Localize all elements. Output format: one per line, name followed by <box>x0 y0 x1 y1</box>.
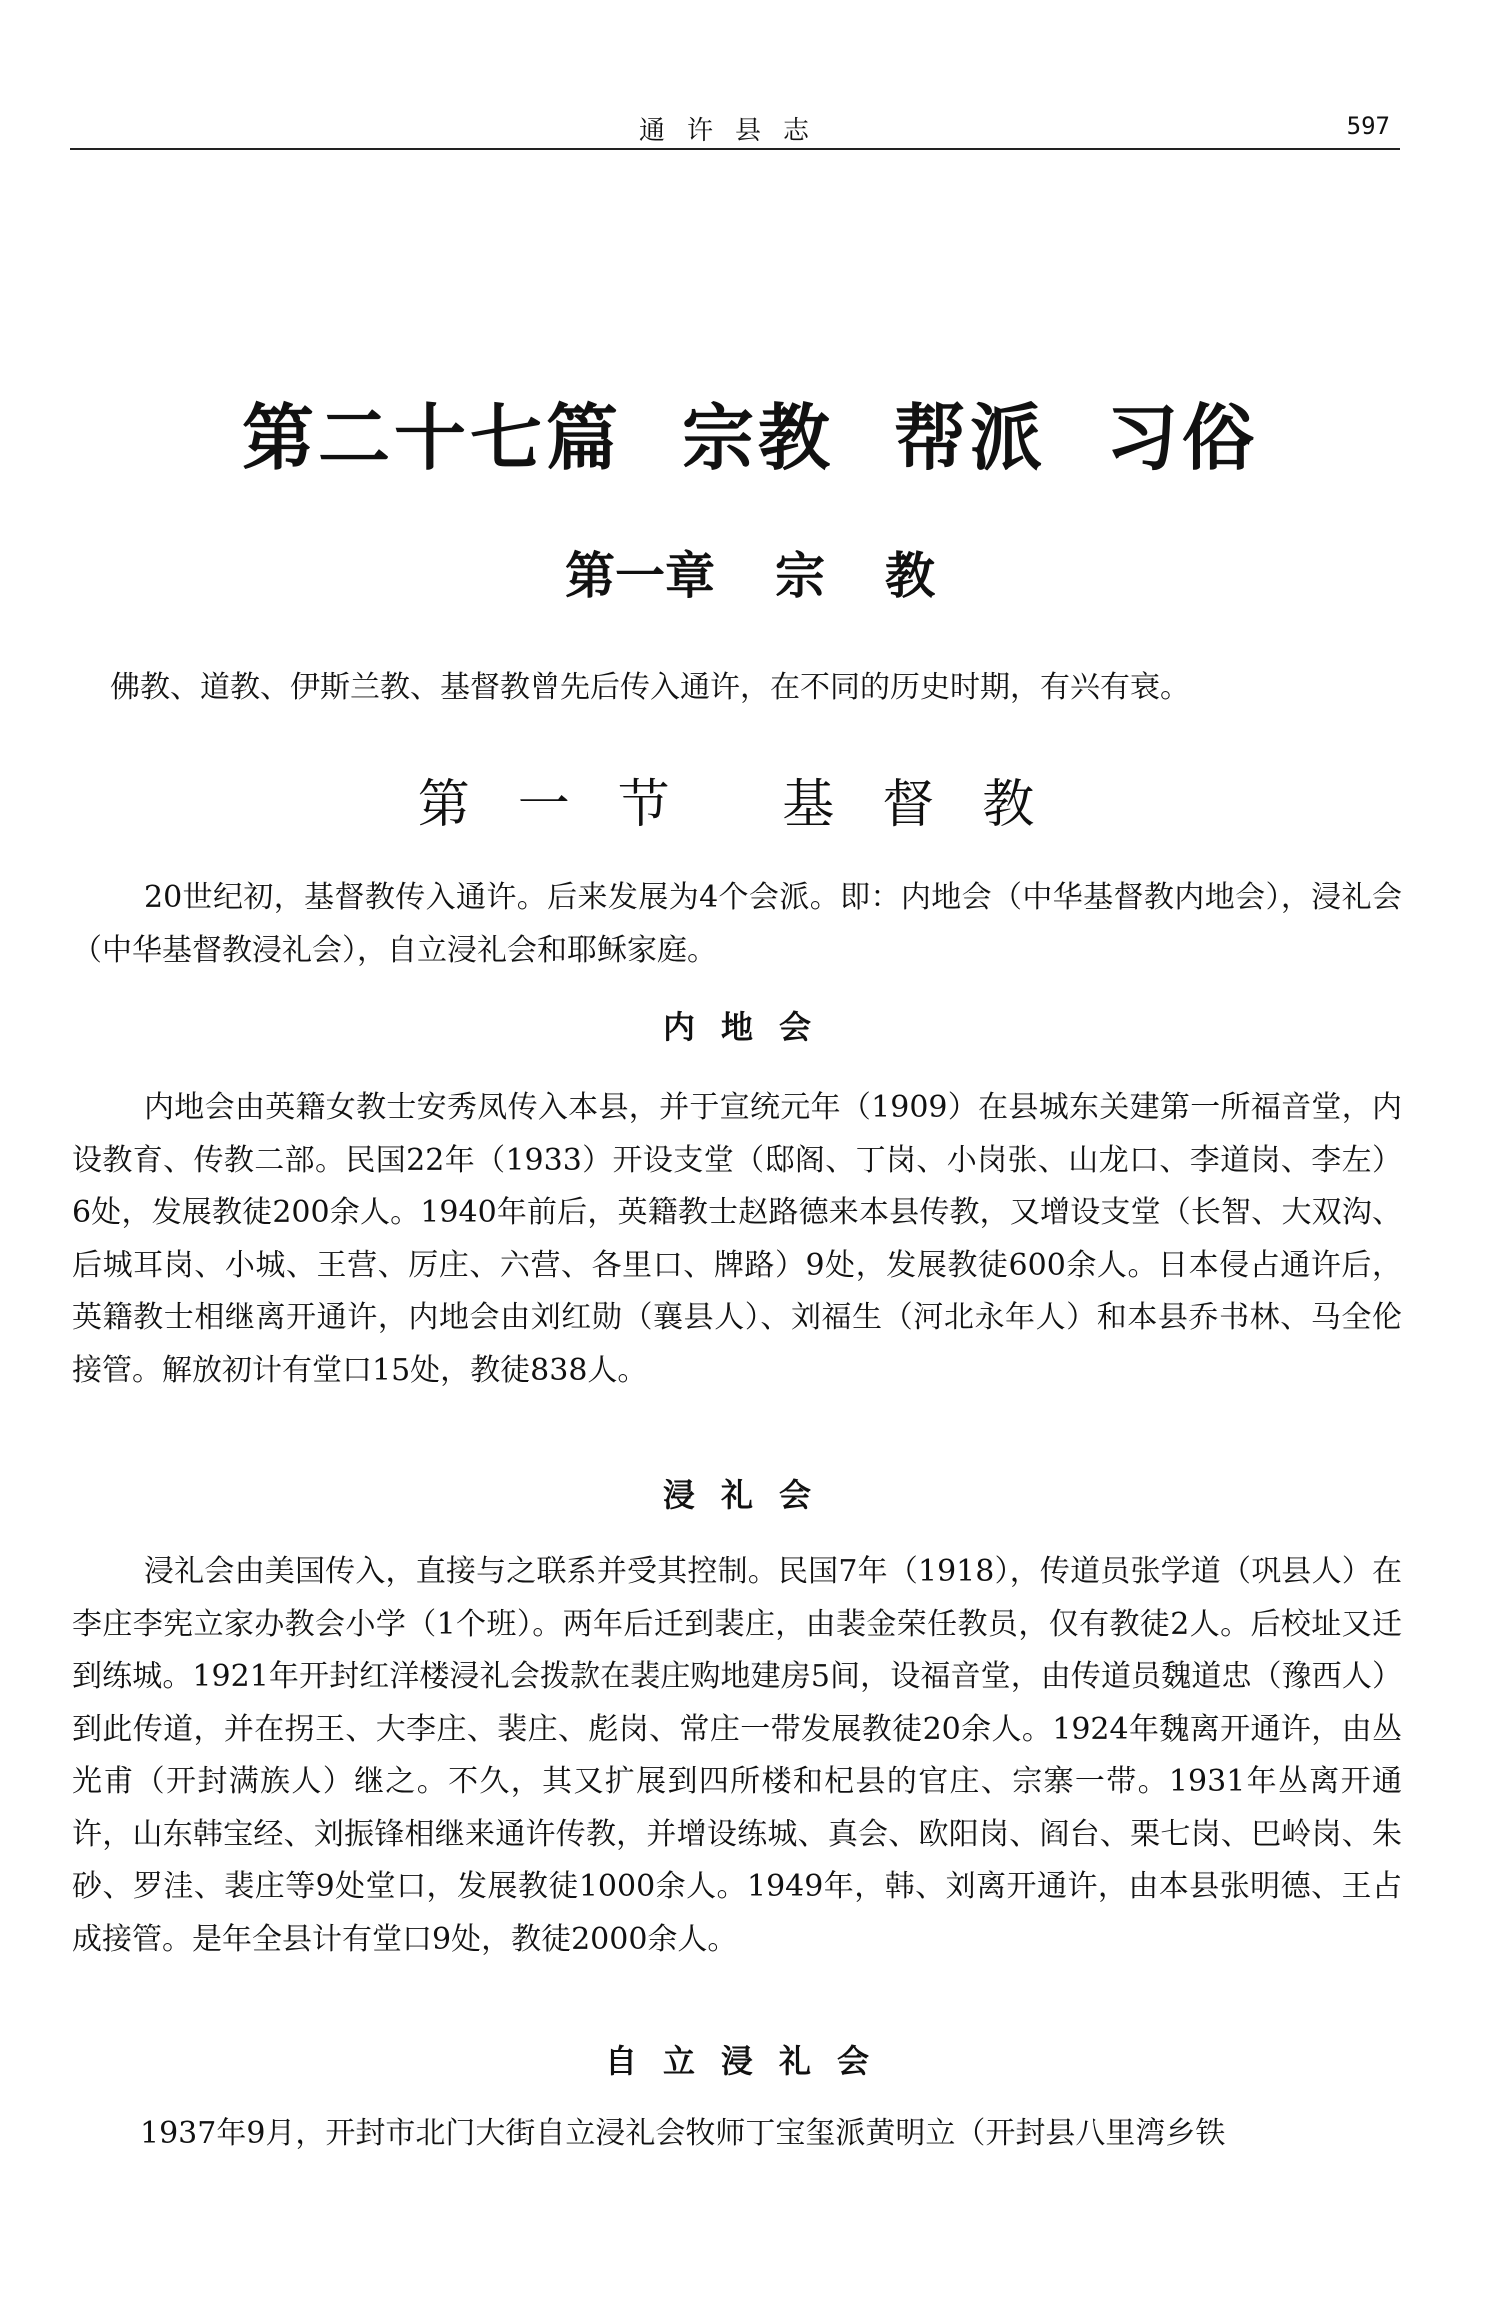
part-number: 第二十七篇 <box>241 396 622 480</box>
paragraph-baptist: 浸礼会由美国传入，直接与之联系并受其控制。民国7年（1918），传道员张学道（巩县人）在李庄李宪立家办教会小学（1个班）。两年后迁到裴庄，由裴金荣任教员，仅有教徒2人。后校址又迁到练城。1921年开封红洋楼浸礼会拨款在裴庄购地建房5间，设福音堂，由传道员魏道忠（豫西人）到此传道，并在拐王、大李庄、裴庄、彪岗、常庄一带发展教徒20余人。1924年魏离开通许，由丛光甫（开封满族人）继之。不久，其又扩展到四所楼和杞县的官庄、宗寨一带。1931年丛离开通许，山东韩宝经、刘振锋相继来通许传教，并增设练城、真会、欧阳岗、阎台、栗七岗、巴岭岗、朱砂、罗洼、裴庄等9处堂口，发展教徒1000余人。1949年，韩、刘离开通许，由本县张明德、王占成接管。是年全县计有堂口9处，教徒2000余人。 <box>72 1554 1402 1957</box>
part-title <box>0 380 1500 484</box>
paragraph-inland-mission: 内地会由英籍女教士安秀凤传入本县，并于宣统元年（1909）在县城东关建第一所福音堂，内设教育、传教二部。民国22年（1933）开设支堂（邸阁、丁岗、小岗张、山龙口、李道岗、李左）6处，发展教徒200余人。1940年前后，英籍教士赵路德来本县传教，又增设支堂（长智、大双沟、后城耳岗、小城、王营、厉庄、六营、各里口、牌路）9处，发展教徒600余人。日本侵占通许后，英籍教士相继离开通许，内地会由刘红勋（襄县人）、刘福生（河北永年人）和本县乔书林、马全伦接管。解放初计有堂口15处，教徒838人。 <box>72 1090 1402 1388</box>
heading-baptist: 浸礼会 <box>662 1476 837 1514</box>
chapter-title <box>0 536 1500 608</box>
book-title: 通许县志 <box>638 116 831 146</box>
paragraph-independent-baptist: 1937年9月，开封市北门大街自立浸礼会牧师丁宝玺派黄明立（开封县八里湾乡铁 <box>140 2116 1226 2151</box>
page-number: 597 <box>1346 112 1390 140</box>
chapter-char-2: 教 <box>885 547 935 605</box>
chapter-intro: 佛教、道教、伊斯兰教、基督教曾先后传入通许，在不同的历史时期，有兴有衰。 <box>110 670 1190 705</box>
section-title: 第一节 基督教 <box>417 775 1083 835</box>
heading-independent-baptist: 自立浸礼会 <box>604 2042 895 2080</box>
running-header <box>70 100 1400 150</box>
heading-inland-mission: 内地会 <box>662 1008 837 1046</box>
chapter-char-1: 宗 <box>775 547 825 605</box>
part-topic-customs: 习俗 <box>1106 396 1259 480</box>
part-topic-gangs: 帮派 <box>894 396 1047 480</box>
section-intro-paragraph: 20世纪初，基督教传入通许。后来发展为4个会派。即：内地会（中华基督教内地会），浸礼会（中华基督教浸礼会），自立浸礼会和耶稣家庭。 <box>72 880 1402 968</box>
part-topic-religion: 宗教 <box>681 396 834 480</box>
chapter-number: 第一章 <box>565 547 715 605</box>
